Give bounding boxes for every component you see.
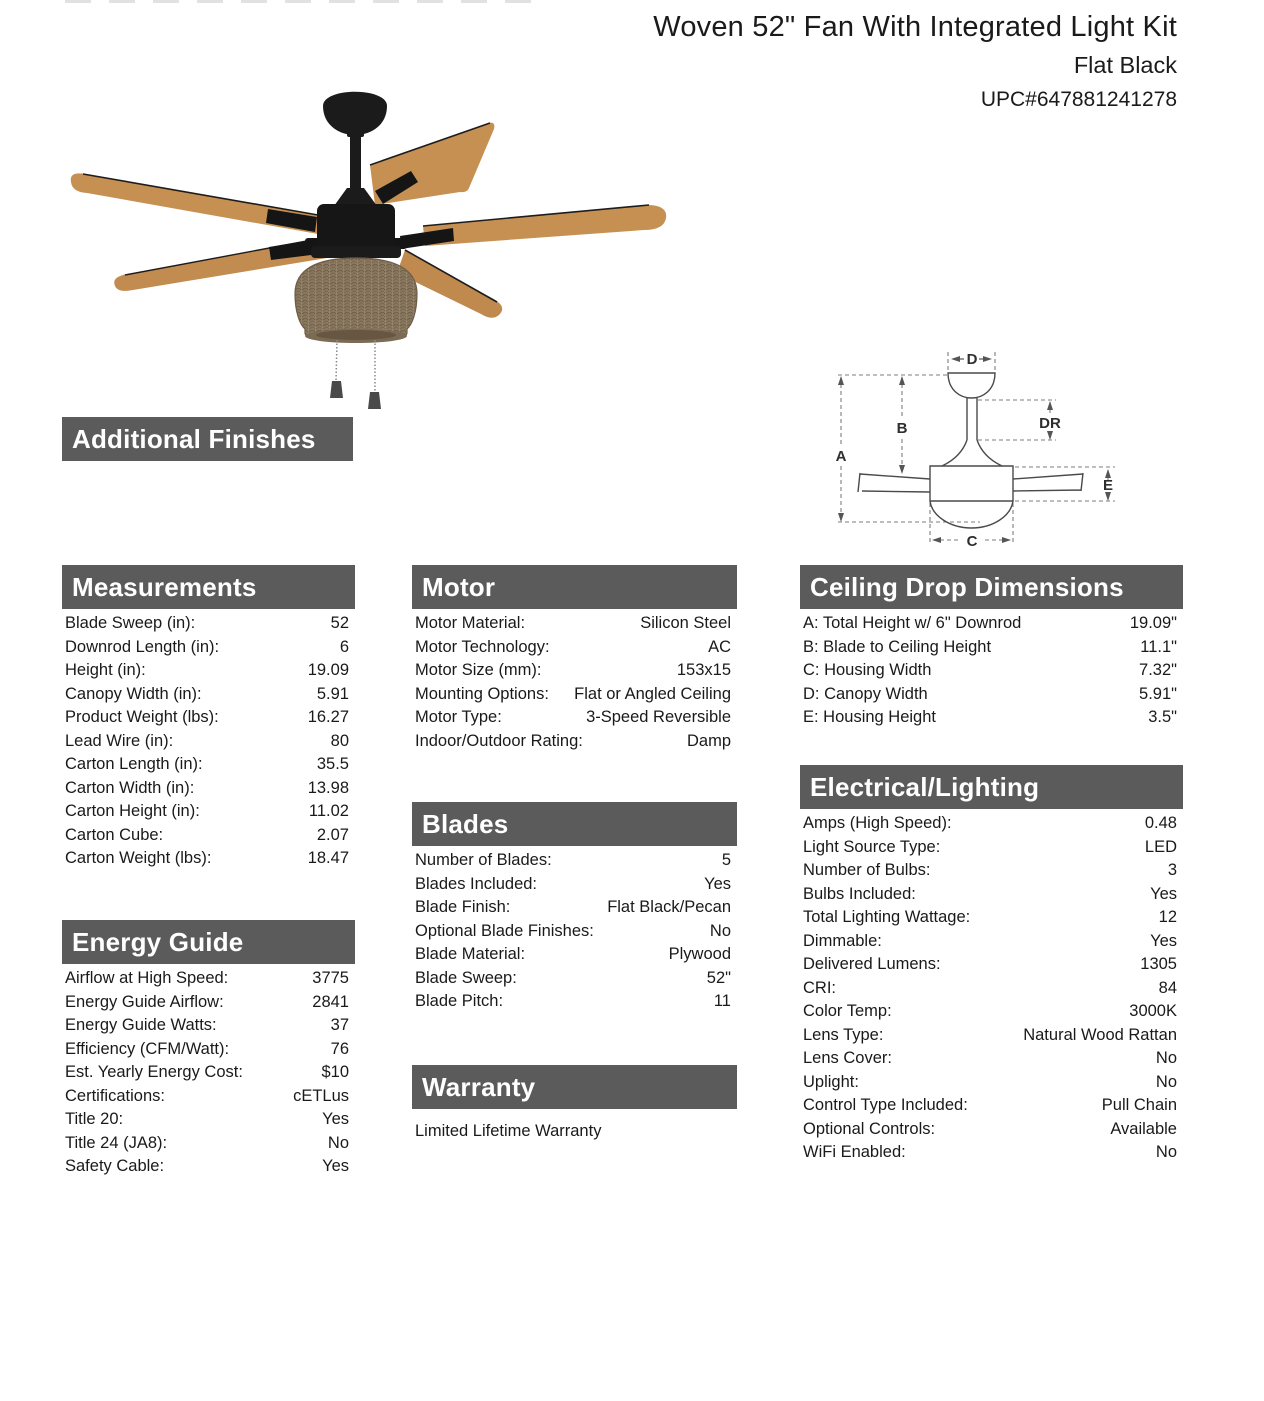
spec-value: LED [1144,837,1177,856]
spec-label: B: Blade to Ceiling Height [803,637,992,656]
spec-row [800,636,1183,660]
spec-row [62,967,355,991]
spec-label: Delivered Lumens: [803,955,941,973]
spec-value: No [1155,1072,1177,1091]
spec-label: Blade Sweep: [415,968,517,987]
spec-value: Natural Wood Rattan [1023,1025,1177,1044]
spec-value: 3000K [1129,1002,1177,1020]
spec-label: Airflow at High Speed: [65,969,229,987]
spec-row [412,873,737,897]
electrical-section [800,765,1183,1165]
spec-value: Yes [322,1157,349,1175]
spec-label: Motor Material: [415,614,526,632]
spec-value: Silicon Steel [640,614,731,632]
dimension-diagram [820,340,1130,560]
spec-row [800,683,1183,707]
spec-value: No [327,1133,349,1152]
spec-row [800,977,1183,1001]
spec-row [62,636,355,660]
spec-row [62,1038,355,1062]
diagram-label-d: D [966,351,978,368]
spec-value: 52" [706,968,731,987]
diagram-label-dr: DR [1039,415,1061,432]
spec-label: Carton Height (in): [65,802,200,820]
spec-value: Flat Black/Pecan [607,898,731,916]
spec-label: A: Total Height w/ 6" Downrod [803,614,1022,632]
spec-row [62,824,355,848]
energy-guide-section [62,920,355,1179]
spec-row [800,659,1183,683]
spec-row [412,612,737,636]
cropped-text-remnant [65,0,543,3]
spec-label: Blades Included: [415,874,538,893]
spec-row [800,930,1183,954]
spec-label: Lens Cover: [803,1049,892,1067]
spec-label: Carton Weight (lbs): [65,849,212,867]
spec-row [800,1047,1183,1071]
section-header-warranty: Warranty [412,1065,737,1109]
spec-row [412,849,737,873]
spec-row [62,753,355,777]
spec-label: Mounting Options: [415,684,549,703]
spec-label: Optional Controls: [803,1119,936,1138]
warranty-section [412,1065,737,1144]
fan-photo [55,78,705,428]
spec-row [62,991,355,1015]
spec-value: 11.1" [1140,637,1177,656]
spec-row [800,1024,1183,1048]
spec-row [412,636,737,660]
spec-row [62,683,355,707]
spec-row [800,883,1183,907]
spec-value: 11.02 [308,802,349,820]
spec-label: Light Source Type: [803,837,941,856]
spec-value: 7.32" [1139,661,1177,679]
spec-label: Canopy Width (in): [65,684,202,703]
spec-label: Blade Finish: [415,898,511,916]
spec-row [412,730,737,754]
spec-value: 2.07 [316,825,349,844]
spec-row [800,906,1183,930]
spec-row [800,1071,1183,1095]
spec-value: 6 [339,637,349,656]
spec-value: Yes [704,874,731,893]
spec-value: 3.5" [1148,708,1177,726]
spec-label: Title 24 (JA8): [65,1133,168,1152]
spec-value: 2841 [312,992,349,1011]
warranty-text: Limited Lifetime Warranty [415,1122,602,1140]
spec-value: 3 [1167,861,1177,879]
spec-value: Damp [686,731,731,750]
spec-row [800,706,1183,730]
spec-label: Indoor/Outdoor Rating: [415,731,583,750]
spec-value: AC [708,637,731,656]
spec-label: Carton Cube: [65,825,164,844]
spec-label: Safety Cable: [65,1157,165,1175]
motor-section [412,565,737,753]
spec-row [800,812,1183,836]
spec-row [412,920,737,944]
spec-value: Pull Chain [1101,1096,1177,1114]
additional-finishes-section [62,417,353,461]
spec-value: $10 [321,1063,349,1081]
section-header-energy-guide: Energy Guide [62,920,355,964]
spec-label: Blade Sweep (in): [65,614,196,632]
spec-label: Total Lighting Wattage: [803,908,971,926]
spec-label: Optional Blade Finishes: [415,921,594,940]
measurements-rows [62,612,355,871]
spec-row [800,612,1183,636]
spec-row [412,659,737,683]
spec-row [62,1085,355,1109]
ceiling-drop-section [800,565,1183,730]
spec-label: Motor Size (mm): [415,661,542,679]
section-header-measurements: Measurements [62,565,355,609]
spec-value: 80 [330,731,349,750]
diagram-label-b: B [896,420,908,437]
spec-row [62,730,355,754]
spec-row [412,683,737,707]
spec-value: 52 [330,614,349,632]
spec-value: 16.27 [307,708,349,726]
spec-label: Control Type Included: [803,1096,968,1114]
spec-value: cETLus [293,1086,349,1105]
diagram-label-e: E [1102,477,1114,494]
spec-value: No [1155,1143,1177,1161]
spec-value: 3775 [312,969,349,987]
spec-value: 37 [330,1016,349,1034]
spec-row [412,943,737,967]
spec-value: Plywood [668,945,731,963]
spec-label: Motor Technology: [415,637,550,656]
diagram-label-c: C [966,533,978,550]
spec-value: 5 [721,851,731,869]
spec-row [412,990,737,1014]
blades-section [412,802,737,1014]
spec-value: Yes [322,1110,349,1128]
spec-value: No [1155,1049,1177,1067]
spec-label: Lens Type: [803,1025,884,1044]
spec-label: Motor Type: [415,708,502,726]
diagram-label-a: A [835,448,847,465]
spec-row [62,612,355,636]
spec-row [800,836,1183,860]
spec-label: E: Housing Height [803,708,936,726]
spec-value: 13.98 [307,778,349,797]
spec-label: C: Housing Width [803,661,932,679]
spec-value: Yes [1150,931,1177,950]
spec-label: Title 20: [65,1110,124,1128]
spec-row [800,953,1183,977]
spec-value: Yes [1150,884,1177,903]
spec-label: Efficiency (CFM/Watt): [65,1039,230,1058]
spec-label: Height (in): [65,661,146,679]
spec-label: Number of Blades: [415,851,552,869]
spec-label: Carton Length (in): [65,755,203,773]
spec-value: Available [1110,1119,1177,1138]
spec-row [800,1094,1183,1118]
spec-value: 11 [713,992,731,1010]
spec-label: Est. Yearly Energy Cost: [65,1063,243,1081]
spec-row [62,706,355,730]
spec-row [412,896,737,920]
spec-label: Bulbs Included: [803,884,916,903]
section-header-blades: Blades [412,802,737,846]
spec-label: Downrod Length (in): [65,637,220,656]
spec-label: Blade Material: [415,945,526,963]
spec-value: 0.48 [1144,814,1177,832]
spec-label: Energy Guide Airflow: [65,992,224,1011]
ceiling-drop-rows [800,612,1183,730]
spec-label: Certifications: [65,1086,165,1105]
spec-row [800,1118,1183,1142]
measurements-section [62,565,355,871]
spec-value: 12 [1158,908,1177,926]
section-header-electrical: Electrical/Lighting [800,765,1183,809]
spec-value: 19.09" [1129,614,1177,632]
motor-rows [412,612,737,753]
spec-label: Dimmable: [803,931,882,950]
spec-row [800,1141,1183,1165]
spec-label: Lead Wire (in): [65,731,174,750]
spec-value: No [709,921,731,940]
spec-label: D: Canopy Width [803,684,928,703]
spec-value: 153x15 [676,661,731,679]
spec-value: Flat or Angled Ceiling [574,684,731,703]
section-header-additional-finishes: Additional Finishes [62,417,353,461]
blades-rows [412,849,737,1014]
spec-value: 5.91" [1139,684,1177,703]
title-block [653,10,1177,112]
spec-row [800,1000,1183,1024]
spec-row [62,1155,355,1179]
spec-value: 18.47 [307,849,349,867]
section-header-motor: Motor [412,565,737,609]
spec-row [412,967,737,991]
spec-label: WiFi Enabled: [803,1143,906,1161]
spec-row [62,1132,355,1156]
spec-row [412,706,737,730]
energy-guide-rows [62,967,355,1179]
spec-row [62,777,355,801]
spec-label: Number of Bulbs: [803,861,931,879]
spec-row [62,1108,355,1132]
spec-label: Energy Guide Watts: [65,1016,217,1034]
spec-value: 35.5 [316,755,349,773]
spec-row [800,859,1183,883]
page-title: Woven 52" Fan With Integrated Light Kit [653,11,1177,43]
spec-value: 3-Speed Reversible [586,708,731,726]
spec-row [62,1061,355,1085]
spec-row [62,800,355,824]
spec-value: 19.09 [307,661,349,679]
section-header-ceiling-drop: Ceiling Drop Dimensions [800,565,1183,609]
finish-subtitle: Flat Black [1073,51,1177,78]
spec-label: CRI: [803,978,836,997]
spec-label: Carton Width (in): [65,778,195,797]
rattan-light-shade [295,258,417,343]
spec-label: Amps (High Speed): [803,814,952,832]
fan-blade [423,205,666,246]
spec-value: 1305 [1140,955,1177,973]
spec-label: Product Weight (lbs): [65,708,219,726]
spec-value: 76 [330,1039,349,1058]
spec-row [62,659,355,683]
electrical-rows [800,812,1183,1165]
spec-row [62,847,355,871]
upc-number: UPC#647881241278 [980,87,1177,111]
pull-chain [330,340,343,398]
spec-label: Color Temp: [803,1002,892,1020]
spec-row [62,1014,355,1038]
spec-value: 84 [1158,978,1177,997]
spec-label: Uplight: [803,1072,859,1091]
spec-value: 5.91 [316,684,349,703]
spec-label: Blade Pitch: [415,992,504,1010]
pull-chain [368,340,381,409]
